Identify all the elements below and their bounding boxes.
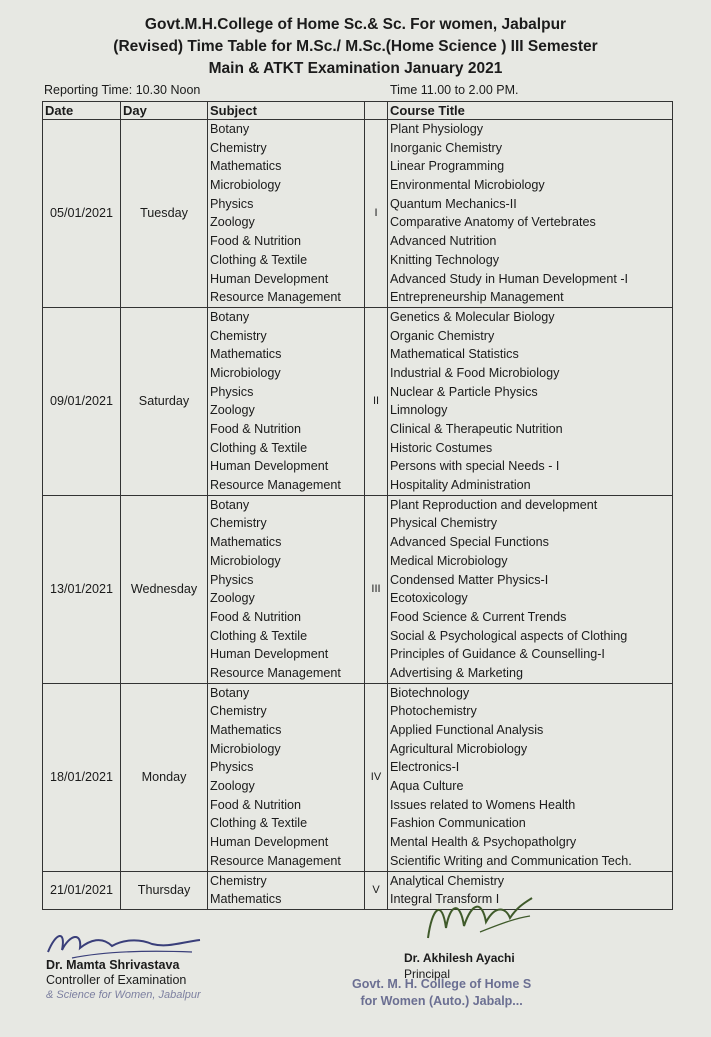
subject-item: Chemistry bbox=[210, 140, 267, 155]
controller-signature-block bbox=[46, 958, 201, 1003]
exam-block-row bbox=[43, 683, 673, 871]
course-item: Integral Transform I bbox=[390, 892, 500, 907]
reporting-time: Reporting Time: 10.30 Noon bbox=[44, 83, 201, 97]
course-item: Clinical & Therapeutic Nutrition bbox=[390, 422, 563, 436]
timetable-title: (Revised) Time Table for M.Sc./ M.Sc.(Home Science ) III Semester bbox=[113, 38, 598, 55]
subject-item: Microbiology bbox=[210, 741, 281, 756]
course-list bbox=[388, 683, 673, 871]
course-item: Food Science & Current Trends bbox=[390, 609, 567, 624]
course-list bbox=[388, 495, 673, 683]
subject-item: Mathematics bbox=[210, 159, 282, 174]
course-item: Genetics & Molecular Biology bbox=[390, 309, 555, 324]
course-item: Medical Microbiology bbox=[390, 553, 508, 568]
header-row bbox=[43, 102, 673, 120]
course-item: Advanced Special Functions bbox=[390, 535, 549, 550]
course-item: Knitting Technology bbox=[390, 252, 499, 267]
subject-list bbox=[208, 683, 365, 871]
course-item: Plant Reproduction and development bbox=[390, 497, 598, 512]
col-day: Day bbox=[121, 102, 208, 120]
subject-item: Resource Management bbox=[210, 290, 341, 305]
subject-list bbox=[208, 495, 365, 683]
course-item: Social & Psychological aspects of Clothing bbox=[390, 628, 628, 643]
subject-item: Clothing & Textile bbox=[210, 628, 308, 643]
course-item: Agricultural Microbiology bbox=[390, 741, 528, 756]
course-list bbox=[388, 120, 673, 308]
course-item: Advanced Study in Human Development -I bbox=[390, 271, 629, 286]
course-item: Mental Health & Psychopatholgry bbox=[390, 835, 577, 850]
principal-title: Principal bbox=[404, 967, 451, 981]
col-paper bbox=[365, 102, 388, 120]
subject-list bbox=[208, 307, 365, 495]
subject-item: Physics bbox=[210, 196, 254, 211]
subject-item: Botany bbox=[210, 685, 250, 700]
course-list bbox=[388, 307, 673, 495]
course-item: Photochemistry bbox=[390, 704, 477, 719]
course-item: Applied Functional Analysis bbox=[390, 723, 544, 737]
exam-day: Tuesday bbox=[121, 120, 208, 308]
course-item: Condensed Matter Physics-I bbox=[390, 572, 549, 587]
right-signature-scribble bbox=[420, 888, 540, 948]
course-item: Electronics-I bbox=[390, 760, 460, 775]
exam-block-row bbox=[43, 871, 673, 909]
course-item: Nuclear & Particle Physics bbox=[390, 384, 538, 399]
course-item: Limnology bbox=[390, 403, 448, 418]
subject-item: Microbiology bbox=[210, 553, 281, 568]
subject-item: Microbiology bbox=[210, 178, 281, 193]
course-item: Comparative Anatomy of Vertebrates bbox=[390, 215, 596, 230]
subject-item: Mathematics bbox=[210, 535, 282, 550]
controller-name: Dr. Mamta Shrivastava bbox=[46, 958, 180, 972]
course-item: Physical Chemistry bbox=[390, 516, 498, 531]
subject-item: Chemistry bbox=[210, 516, 267, 531]
paper-number: IV bbox=[365, 683, 388, 871]
exam-time: Time 11.00 to 2.00 PM. bbox=[390, 83, 519, 97]
course-item: Issues related to Womens Health bbox=[390, 797, 576, 812]
exam-day: Thursday bbox=[121, 871, 208, 909]
exam-date: 18/01/2021 bbox=[43, 683, 121, 871]
subject-item: Human Development bbox=[210, 459, 329, 474]
subject-item: Food & Nutrition bbox=[210, 797, 301, 812]
course-item: Industrial & Food Microbiology bbox=[390, 365, 560, 380]
exam-day: Wednesday bbox=[121, 495, 208, 683]
subject-item: Physics bbox=[210, 572, 254, 587]
exam-day: Saturday bbox=[121, 307, 208, 495]
paper-number: II bbox=[365, 307, 388, 495]
subject-item: Resource Management bbox=[210, 853, 341, 868]
college-stamp bbox=[352, 976, 531, 1010]
col-course: Course Title bbox=[388, 102, 673, 120]
subject-item: Mathematics bbox=[210, 347, 282, 362]
paper-number: V bbox=[365, 871, 388, 909]
subject-item: Chemistry bbox=[210, 328, 267, 343]
subject-item: Zoology bbox=[210, 215, 255, 230]
exam-title: Main & ATKT Examination January 2021 bbox=[208, 60, 503, 77]
paper-number: III bbox=[365, 495, 388, 683]
subject-item: Resource Management bbox=[210, 665, 341, 680]
exam-block-row bbox=[43, 307, 673, 495]
stamp-line-1: Govt. M. H. College of Home S bbox=[352, 977, 532, 991]
subject-item: Botany bbox=[210, 122, 250, 136]
subject-item: Food & Nutrition bbox=[210, 609, 301, 624]
subject-item: Chemistry bbox=[210, 704, 267, 719]
course-item: Mathematical Statistics bbox=[390, 347, 519, 362]
course-item: Inorganic Chemistry bbox=[390, 140, 502, 155]
course-item: Entrepreneurship Management bbox=[390, 290, 564, 305]
exam-block-row bbox=[43, 120, 673, 308]
subject-item: Mathematics bbox=[210, 723, 282, 737]
course-item: Biotechnology bbox=[390, 685, 470, 700]
subject-item: Botany bbox=[210, 309, 250, 324]
timing-row bbox=[44, 83, 672, 99]
principal-name: Dr. Akhilesh Ayachi bbox=[404, 951, 515, 965]
exam-day: Monday bbox=[121, 683, 208, 871]
course-item: Hospitality Administration bbox=[390, 478, 531, 493]
timetable bbox=[42, 101, 673, 910]
course-item: Advertising & Marketing bbox=[390, 665, 523, 680]
course-item: Aqua Culture bbox=[390, 779, 464, 794]
course-item: Persons with special Needs - I bbox=[390, 459, 560, 474]
course-item: Plant Physiology bbox=[390, 122, 484, 136]
subject-item: Clothing & Textile bbox=[210, 440, 308, 455]
course-item: Analytical Chemistry bbox=[390, 873, 505, 888]
subject-item: Resource Management bbox=[210, 478, 341, 493]
subject-item: Human Development bbox=[210, 835, 329, 850]
subject-item: Zoology bbox=[210, 779, 255, 794]
subject-list bbox=[208, 871, 365, 909]
exam-date: 13/01/2021 bbox=[43, 495, 121, 683]
exam-date: 21/01/2021 bbox=[43, 871, 121, 909]
col-subject: Subject bbox=[208, 102, 365, 120]
subject-item: Human Development bbox=[210, 647, 329, 662]
course-item: Ecotoxicology bbox=[390, 591, 468, 606]
subject-item: Mathematics bbox=[210, 892, 282, 907]
course-item: Advanced Nutrition bbox=[390, 234, 497, 249]
college-name: Govt.M.H.College of Home Sc.& Sc. For women, Jabalpur bbox=[144, 16, 567, 33]
subject-item: Human Development bbox=[210, 271, 329, 286]
course-item: Quantum Mechanics-II bbox=[390, 196, 517, 211]
subject-list bbox=[208, 120, 365, 308]
course-item: Organic Chemistry bbox=[390, 328, 495, 343]
exam-date: 05/01/2021 bbox=[43, 120, 121, 308]
exam-date: 09/01/2021 bbox=[43, 307, 121, 495]
subject-item: Physics bbox=[210, 384, 254, 399]
course-item: Fashion Communication bbox=[390, 816, 526, 831]
paper-number: I bbox=[365, 120, 388, 308]
document-header bbox=[0, 0, 711, 80]
course-item: Historic Costumes bbox=[390, 440, 493, 455]
subject-item: Clothing & Textile bbox=[210, 252, 308, 267]
subject-item: Physics bbox=[210, 760, 254, 775]
subject-item: Food & Nutrition bbox=[210, 422, 301, 436]
course-item: Principles of Guidance & Counselling-I bbox=[390, 647, 605, 662]
subject-item: Clothing & Textile bbox=[210, 816, 308, 831]
subject-item: Chemistry bbox=[210, 873, 267, 888]
subject-item: Zoology bbox=[210, 403, 255, 418]
controller-stamp: & Science for Women, Jabalpur bbox=[46, 989, 201, 1001]
exam-block-row bbox=[43, 495, 673, 683]
course-item: Linear Programming bbox=[390, 159, 505, 174]
controller-title: Controller of Examination bbox=[46, 973, 187, 987]
col-date: Date bbox=[43, 102, 121, 120]
subject-item: Zoology bbox=[210, 591, 255, 606]
subject-item: Microbiology bbox=[210, 365, 281, 380]
subject-item: Botany bbox=[210, 497, 250, 512]
stamp-line-2: for Women (Auto.) Jabalp... bbox=[360, 994, 523, 1008]
course-item: Scientific Writing and Communication Tech. bbox=[390, 853, 632, 868]
course-item: Environmental Microbiology bbox=[390, 178, 545, 193]
subject-item: Food & Nutrition bbox=[210, 234, 301, 249]
